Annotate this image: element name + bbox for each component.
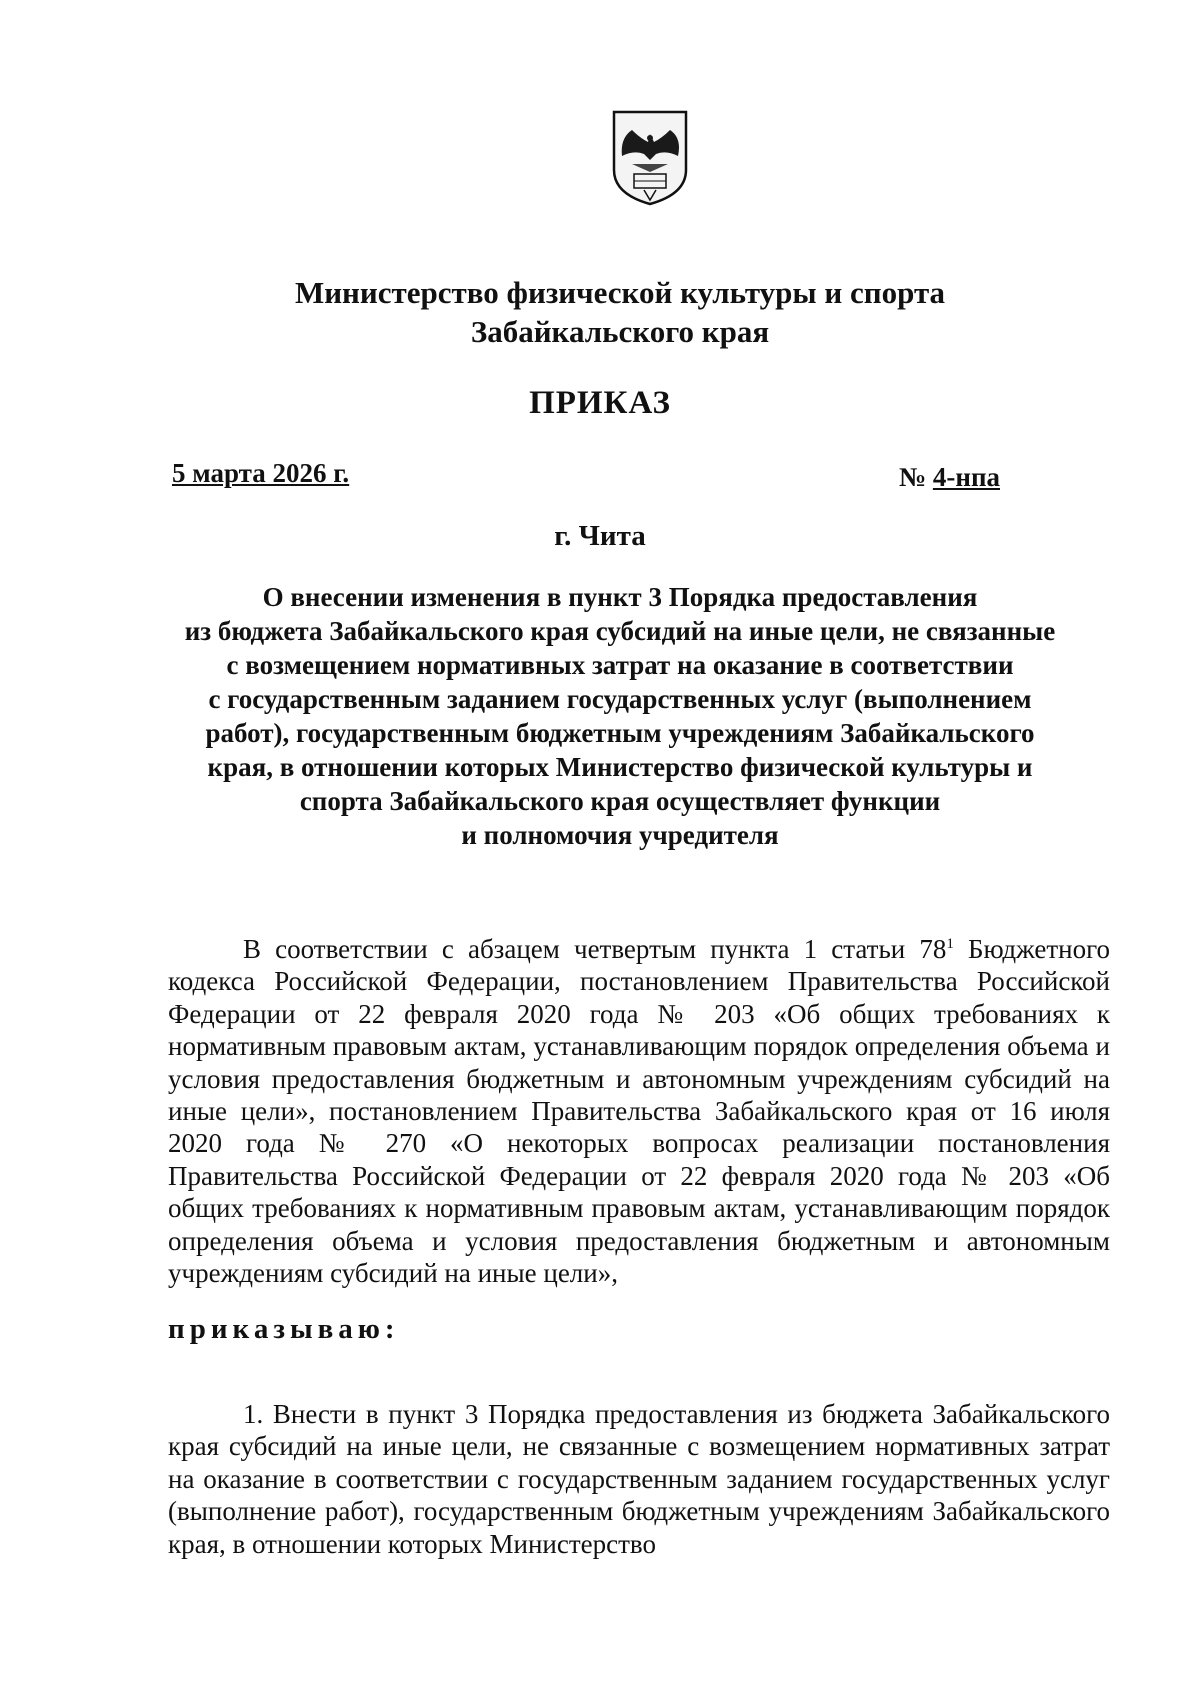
city: г. Чита (554, 520, 646, 552)
subject-line: и полномочия учредителя (461, 820, 779, 850)
subject-line: с государственным заданием государственных услуг (выполнением (208, 684, 1032, 714)
order-number (899, 462, 1000, 493)
order-date: 5 марта 2026 г. (172, 458, 350, 488)
document-type-title: ПРИКАЗ (529, 385, 671, 421)
subject-line: О внесении изменения в пункт 3 Порядка предоставления (262, 582, 978, 612)
ministry-name-line-2: Забайкальского края (470, 314, 770, 349)
subject-line: из бюджета Забайкальского края субсидий на иные цели, не связанные (184, 616, 1056, 646)
article-superscript: 1 (946, 936, 954, 952)
ministry-name (220, 273, 1020, 351)
order-point-1: 1. Внести в пункт 3 Порядка предоставления из бюджета Забайкальского края субсидий на иные цели, не связанные с возмещением нормативных затрат на оказание в соответствии с государственным заданием государственных услуг (выполнение работ), государственным бюджетным учреждениям Забайкальского края, в отношении которых Министерство (168, 1399, 1110, 1559)
subject-line: с возмещением нормативных затрат на оказание в соответствии (226, 650, 1014, 680)
decree-word: приказываю: (168, 1313, 400, 1345)
order-number-value: 4-нпа (932, 462, 1000, 492)
order-subject (170, 580, 1070, 852)
subject-line: работ), государственным бюджетным учреждениям Забайкальского (205, 718, 1035, 748)
preamble-text-rest: Бюджетного кодекса Российской Федерации, постановлением Правительства Российской Федерации от 22 февраля 2020 года № 203 «Об общих требованиях к нормативным правовым актам, устанавливающим порядок определения объема и условия предоставления бюджетным и автономным учреждениям субсидий на иные цели», постановлением Правительства Забайкальского края от 16 июля 2020 года № 270 «О некоторых вопросах реализации постановления Правительства Российской Федерации от 22 февраля 2020 года № 203 «Об общих требованиях к нормативным правовым актам, устанавливающим порядок определения объема и условия предоставления бюджетным и автономным учреждениям субсидий на иные цели», (168, 934, 1110, 1289)
coat-of-arms-icon (610, 108, 690, 208)
order-number-sign: № (899, 462, 927, 492)
preamble-paragraph (168, 933, 1110, 1289)
subject-line: края, в отношении которых Министерство физической культуры и (207, 752, 1033, 782)
subject-line: спорта Забайкальского края осуществляет функции (299, 786, 941, 816)
preamble-text-start: В соответствии с абзацем четвертым пункта 1 статьи 78 (243, 934, 947, 964)
ministry-name-line-1: Министерство физической культуры и спорта (294, 275, 946, 310)
